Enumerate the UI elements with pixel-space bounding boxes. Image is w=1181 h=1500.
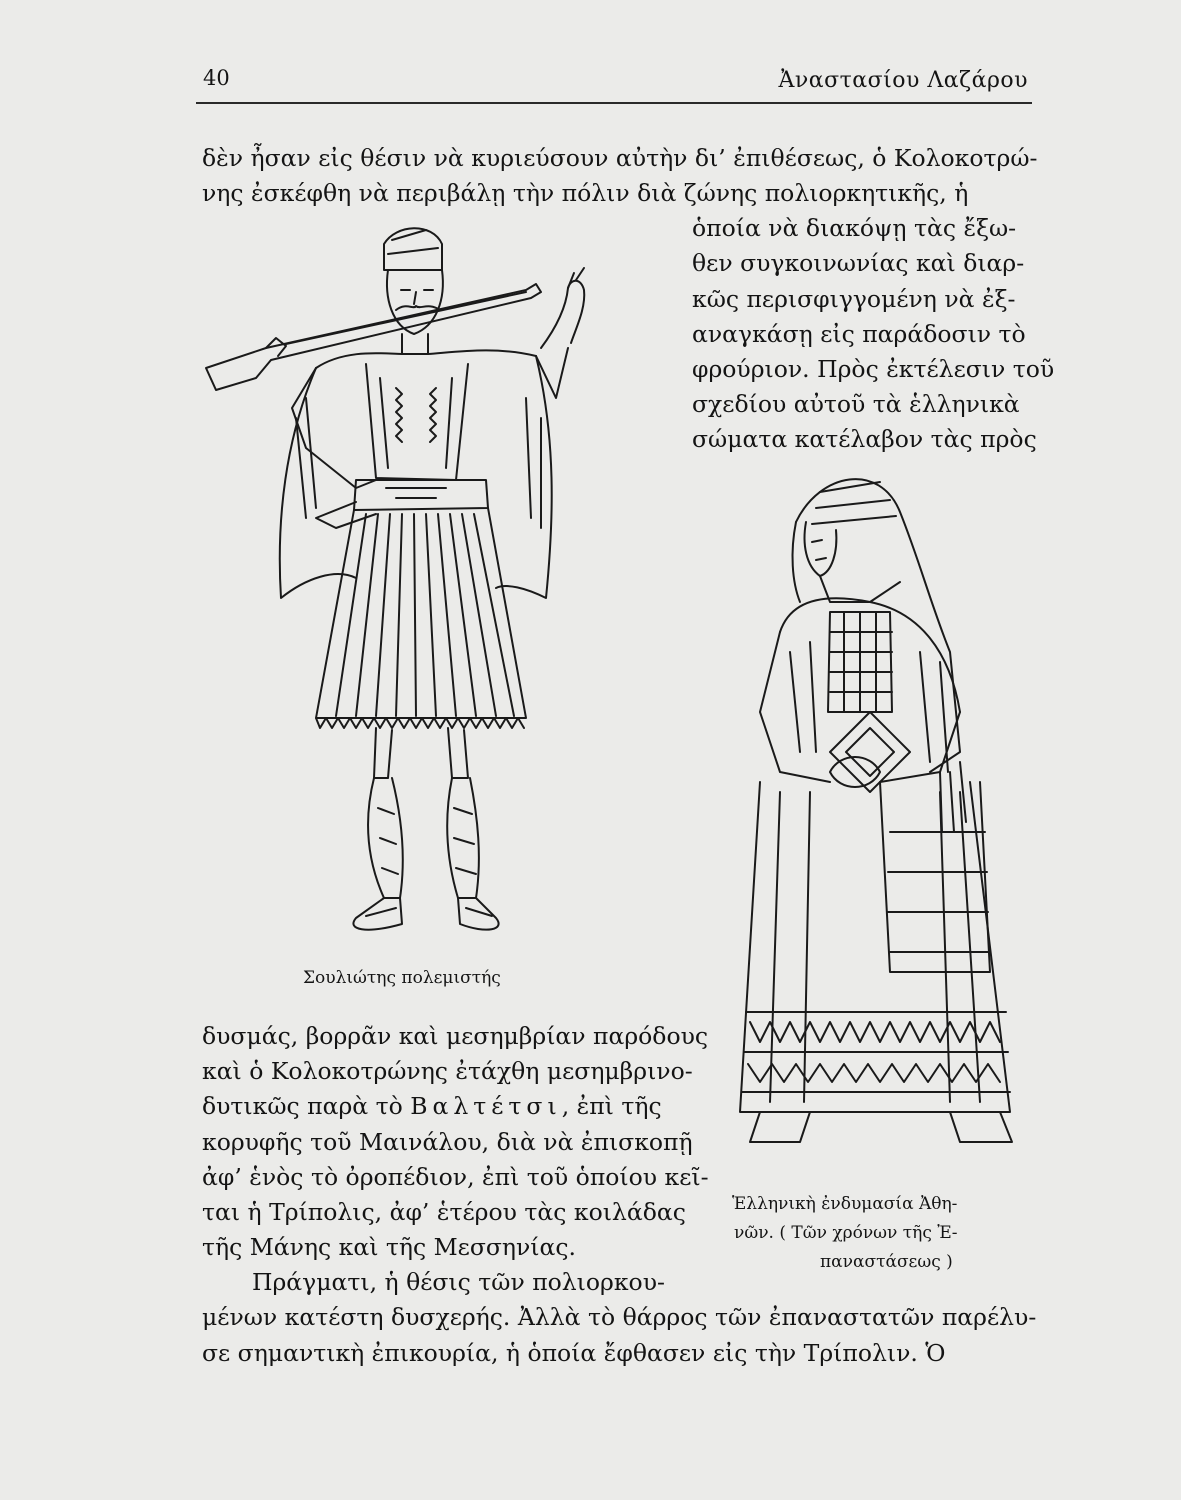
text-span: , ἐπὶ τῆς	[561, 1092, 662, 1120]
text-line: θεν συγκοινωνίας καὶ διαρ-	[692, 249, 1025, 277]
place-name-valtetsi: Βαλτέτσι	[410, 1092, 562, 1120]
text-line: ται ἡ Τρίπολις, ἀφ’ ἑτέρου τὰς κοιλάδας	[202, 1198, 686, 1226]
text-line: Πράγματι, ἡ θέσις τῶν πολιορκου-	[252, 1268, 665, 1296]
text-line: μένων κατέστη δυσχερής. Ἀλλὰ τὸ θάρρος τῶν ἐπαναστατῶν παρέλυ-	[202, 1303, 1037, 1331]
text-span: δυτικῶς παρὰ τὸ	[202, 1092, 411, 1120]
text-line: δυσμάς, βορρᾶν καὶ μεσημβρίαν παρόδους	[202, 1022, 709, 1050]
text-line: σχεδίου αὐτοῦ τὰ ἑλληνικὰ	[692, 390, 1020, 418]
text-line: τῆς Μάνης καὶ τῆς Μεσσηνίας.	[202, 1233, 576, 1261]
text-line: κῶς περισφιγγομένη νὰ ἐξ-	[692, 285, 1016, 313]
woman-caption-line: νῶν. ( Τῶν χρόνων τῆς Ἐ-	[734, 1223, 958, 1243]
text-line: σε σημαντικὴ ἐπικουρία, ἡ ὁποία ἔφθασεν εἰς τὴν Τρίπολιν. Ὁ	[202, 1339, 946, 1367]
text-line: νης ἐσκέφθη νὰ περιβάλῃ τὴν πόλιν διὰ ζώνης πολιορκητικῆς, ἡ	[202, 179, 969, 207]
woman-caption-line: Ἑλληνικὴ ἐνδυμασία Ἀθη-	[732, 1194, 958, 1214]
text-line: σώματα κατέλαβον τὰς πρὸς	[692, 425, 1037, 453]
text-line: ὁποία νὰ διακόψῃ τὰς ἔξω-	[692, 214, 1017, 242]
woman-caption-line: παναστάσεως )	[820, 1252, 953, 1272]
text-line	[202, 1092, 662, 1120]
page-number: 40	[203, 66, 230, 90]
text-line: δὲν ἦσαν εἰς θέσιν νὰ κυριεύσουν αὐτὴν δι’ ἐπιθέσεως, ὁ Κολοκοτρώ-	[202, 144, 1038, 172]
running-head: Ἀναστασίου Λαζάρου	[778, 68, 1028, 93]
soulioti-warrior-illustration	[196, 218, 636, 958]
text-line: ἀφ’ ἑνὸς τὸ ὀροπέδιον, ἐπὶ τοῦ ὁποίου κεῖ-	[202, 1163, 709, 1191]
athenian-woman-costume-illustration	[720, 452, 1030, 1184]
soldier-caption: Σουλιώτης πολεμιστής	[303, 968, 501, 988]
header-rule	[196, 102, 1032, 104]
text-line: αναγκάσῃ εἰς παράδοσιν τὸ	[692, 320, 1026, 348]
text-line: κορυφῆς τοῦ Μαινάλου, διὰ νὰ ἐπισκοπῇ	[202, 1128, 693, 1156]
text-line: φρούριον. Πρὸς ἐκτέλεσιν τοῦ	[692, 355, 1055, 383]
text-line: καὶ ὁ Κολοκοτρώνης ἐτάχθη μεσημβρινο-	[202, 1057, 693, 1085]
